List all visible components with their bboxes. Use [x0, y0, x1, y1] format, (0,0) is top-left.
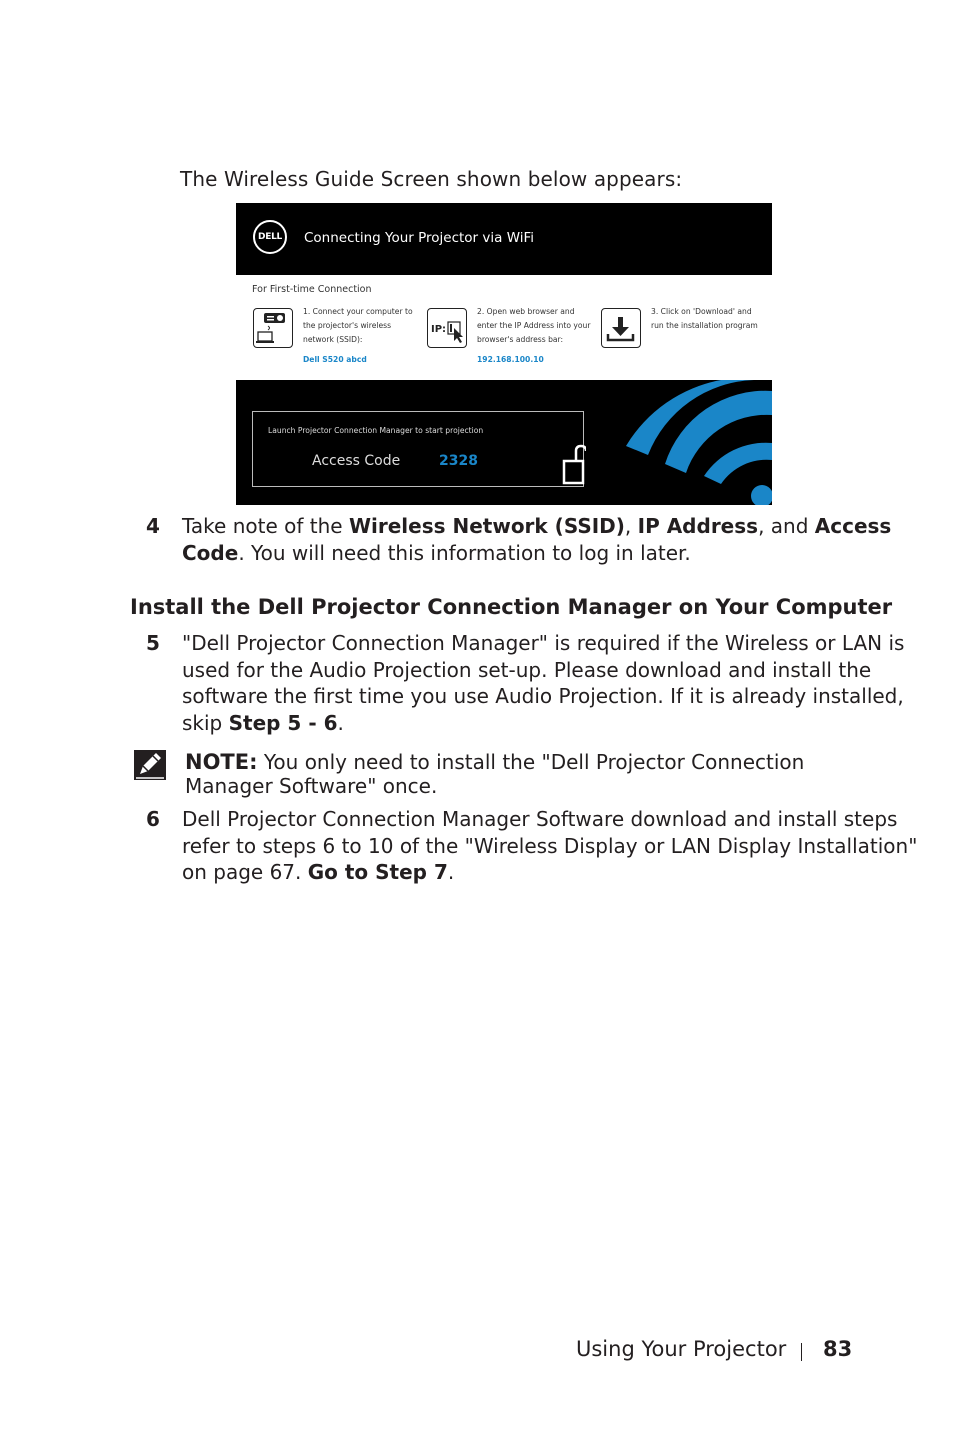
ip-value: 192.168.100.10: [477, 355, 544, 364]
section-heading: Install the Dell Projector Connection Manager on Your Computer: [130, 595, 893, 619]
step5-number: 5: [146, 631, 160, 655]
step1-text: 1. Connect your computer to the projector's wireless network (SSID):: [303, 307, 413, 344]
step4-text: Take note of the Wireless Network (SSID), IP Address, and Access Code. You will need this information to log in later.: [182, 514, 892, 565]
guide-bottom-panel: [236, 380, 772, 505]
ssid-value: Dell S520 abcd: [303, 355, 367, 364]
first-time-label: For First-time Connection: [252, 284, 372, 295]
download-icon: [601, 308, 641, 348]
step6-number: 6: [146, 807, 160, 831]
lock-icon: [562, 443, 586, 487]
access-code-box: [252, 411, 584, 487]
step5-text: "Dell Projector Connection Manager" is required if the Wireless or LAN is used for the Audio Projection set-up. Please download and install the software the first time you use Audio Projection. If it is already installed, skip Step 5 - 6.: [182, 631, 905, 735]
ip-address-icon: [427, 308, 467, 348]
launch-instruction: Launch Projector Connection Manager to start projection: [268, 426, 484, 435]
dell-logo: DELL: [253, 220, 287, 254]
access-code-label: Access Code: [312, 453, 401, 469]
step6-text: Dell Projector Connection Manager Software download and install steps refer to steps 6 to 10 of the "Wireless Display or LAN Display Installation" on page 67. Go to Step 7.: [182, 807, 918, 884]
wireless-guide-screen: [236, 203, 772, 505]
step3-text: 3. Click on 'Download' and run the installation program: [651, 307, 758, 330]
access-code-value: 2328: [439, 453, 478, 469]
wifi-icon: [616, 380, 772, 505]
step4-number: 4: [146, 514, 160, 538]
intro-text: The Wireless Guide Screen shown below appears:: [180, 167, 683, 191]
svg-text:IP:: IP:: [431, 324, 447, 335]
page-number: 83: [823, 1337, 853, 1361]
note-text: NOTE: You only need to install the "Dell Projector Connection Manager Software" once.: [185, 750, 805, 798]
footer-divider: [801, 1343, 802, 1361]
guide-title: Connecting Your Projector via WiFi: [304, 230, 535, 246]
footer-title: Using Your Projector: [576, 1337, 787, 1361]
note-pencil-icon: [134, 750, 166, 780]
guide-header: [236, 203, 772, 275]
step2-text: 2. Open web browser and enter the IP Address into your browser's address bar:: [477, 307, 591, 344]
projector-laptop-icon: [253, 308, 293, 348]
